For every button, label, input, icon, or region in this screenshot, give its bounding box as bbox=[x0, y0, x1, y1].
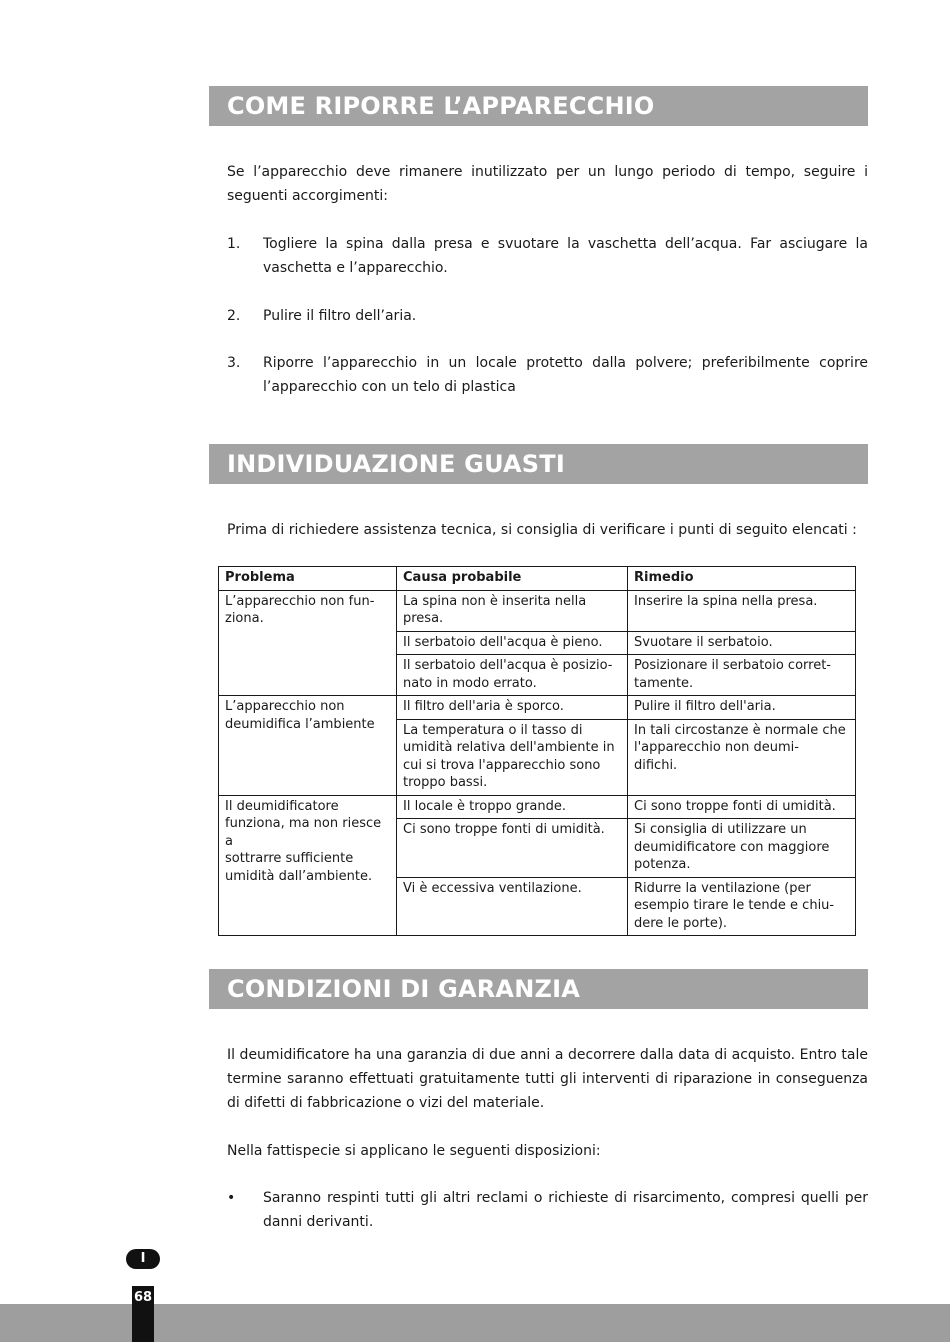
header-cause: Causa probabile bbox=[397, 567, 628, 591]
step-text: Togliere la spina dalla presa e svuotare la vaschetta dell’acqua. Far asciugare la vaschetta e l’apparecchio. bbox=[263, 236, 868, 276]
warranty-paragraph-1: Il deumidificatore ha una garanzia di due anni a decorrere dalla data di acquisto. Entro tale termine saranno effettuati gratuitamente tutti gli interventi di riparazione in conseguenza di difetti di fabbricazione o vizi del materiale. bbox=[227, 1047, 868, 1111]
warranty-bullet-1 bbox=[227, 1186, 868, 1234]
section-title-warranty: CONDIZIONI DI GARANZIA bbox=[209, 969, 868, 1009]
problem-cell: Il deumidificatore funziona, ma non riesce a sottrarre sufficiente umidità dall’ambiente. bbox=[219, 795, 397, 936]
table-row bbox=[219, 590, 856, 631]
section-title-storage: COME RIPORRE L’APPARECCHIO bbox=[209, 86, 868, 126]
remedy-cell: In tali circostanze è normale che l'apparecchio non deumi- difichi. bbox=[628, 719, 856, 795]
storage-intro: Se l’apparecchio deve rimanere inutilizzato per un lungo periodo di tempo, seguire i seguenti accorgimenti: bbox=[227, 164, 868, 204]
cause-cell: Il serbatoio dell'acqua è pieno. bbox=[397, 631, 628, 655]
table-row bbox=[219, 696, 856, 720]
table-row bbox=[219, 795, 856, 819]
remedy-cell: Ci sono troppe fonti di umidità. bbox=[628, 795, 856, 819]
cause-cell: Il locale è troppo grande. bbox=[397, 795, 628, 819]
remedy-cell: Svuotare il serbatoio. bbox=[628, 631, 856, 655]
remedy-cell: Posizionare il serbatoio corret- tamente. bbox=[628, 655, 856, 696]
table-header-row bbox=[219, 567, 856, 591]
header-problem: Problema bbox=[219, 567, 397, 591]
language-badge: I bbox=[126, 1249, 160, 1269]
cause-cell: Vi è eccessiva ventilazione. bbox=[397, 877, 628, 936]
step-text: Riporre l’apparecchio in un locale protetto dalla polvere; preferibilmente coprire l’apparecchio con un telo di plastica bbox=[263, 355, 868, 395]
cause-cell: Il filtro dell'aria è sporco. bbox=[397, 696, 628, 720]
bullet-icon: • bbox=[227, 1190, 236, 1206]
problem-cell: L’apparecchio non fun- ziona. bbox=[219, 590, 397, 696]
remedy-cell: Ridurre la ventilazione (per esempio tirare le tende e chiu- dere le porte). bbox=[628, 877, 856, 936]
troubleshooting-intro: Prima di richiedere assistenza tecnica, si consiglia di verificare i punti di seguito elencati : bbox=[227, 522, 857, 538]
step-text: Pulire il filtro dell’aria. bbox=[263, 308, 417, 324]
header-remedy: Rimedio bbox=[628, 567, 856, 591]
step-number: 1. bbox=[227, 236, 241, 252]
page-number: 68 bbox=[132, 1286, 154, 1342]
remedy-cell: Pulire il filtro dell'aria. bbox=[628, 696, 856, 720]
remedy-cell: Inserire la spina nella presa. bbox=[628, 590, 856, 631]
section-title-troubleshooting: INDIVIDUAZIONE GUASTI bbox=[209, 444, 868, 484]
step-number: 2. bbox=[227, 308, 241, 324]
cause-cell: La temperatura o il tasso di umidità relativa dell'ambiente in cui si trova l'apparecchio sono troppo bassi. bbox=[397, 719, 628, 795]
bullet-text: Saranno respinti tutti gli altri reclami o richieste di risarcimento, compresi quelli per danni derivanti. bbox=[263, 1190, 868, 1230]
storage-step-3 bbox=[227, 351, 868, 399]
storage-step-2 bbox=[227, 304, 868, 328]
remedy-cell: Si consiglia di utilizzare un deumidificatore con maggiore potenza. bbox=[628, 819, 856, 878]
cause-cell: Il serbatoio dell'acqua è posizio- nato in modo errato. bbox=[397, 655, 628, 696]
step-number: 3. bbox=[227, 355, 241, 371]
troubleshooting-table bbox=[218, 566, 856, 936]
warranty-paragraph-2: Nella fattispecie si applicano le seguenti disposizioni: bbox=[227, 1143, 601, 1159]
cause-cell: La spina non è inserita nella presa. bbox=[397, 590, 628, 631]
cause-cell: Ci sono troppe fonti di umidità. bbox=[397, 819, 628, 878]
storage-step-1 bbox=[227, 232, 868, 280]
problem-cell: L’apparecchio non deumidifica l’ambiente bbox=[219, 696, 397, 796]
